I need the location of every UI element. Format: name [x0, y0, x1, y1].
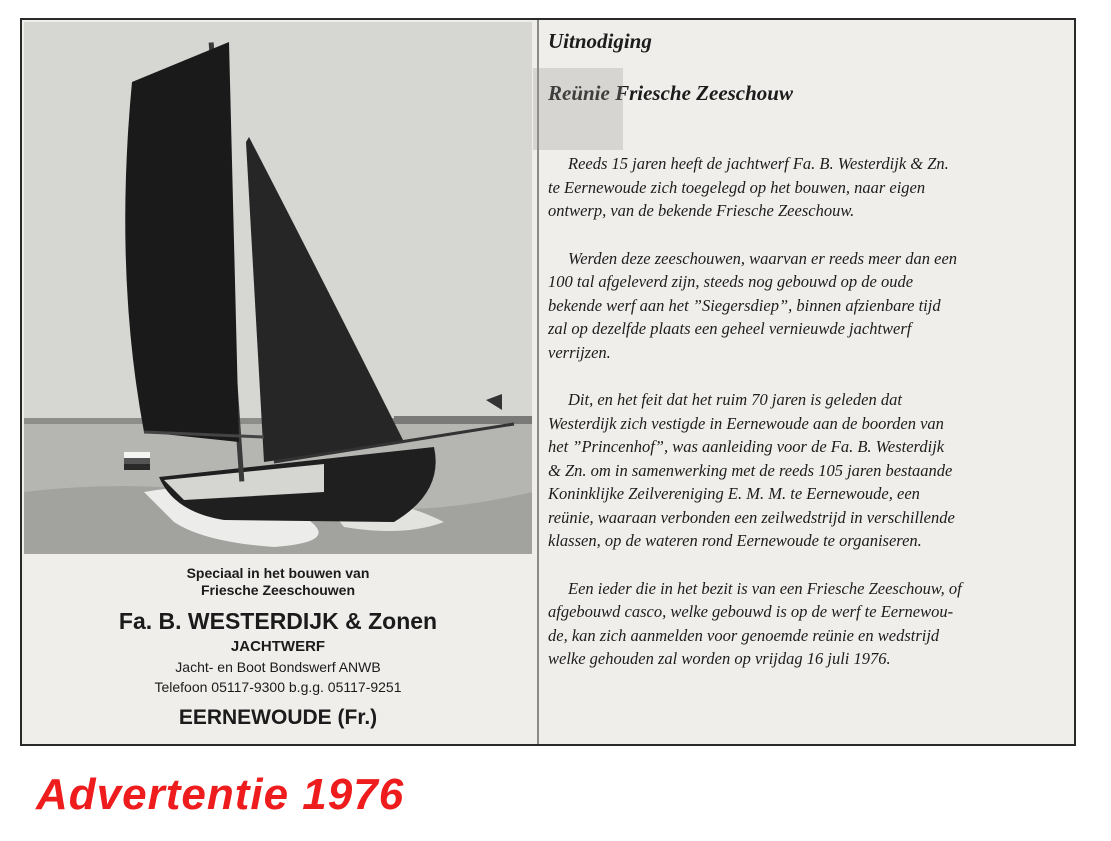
paragraph-2-line: Werden deze zeeschouwen, waarvan er reeds meer dan een — [568, 248, 958, 268]
paragraph-4-line: de, kan zich aanmelden voor genoemde reünie en wedstrijd — [548, 625, 940, 645]
company-phone: Telefoon 05117-9300 b.g.g. 05117-9251 — [154, 679, 402, 695]
paragraph-3-line: klassen, op de wateren rond Eernewoude te organiseren. — [548, 531, 922, 550]
company-town: EERNEWOUDE (Fr.) — [178, 706, 378, 729]
reunion-heading: Reünie Friesche Zeeschouw — [548, 81, 793, 105]
paragraph-2-line: 100 tal afgeleverd zijn, steeds nog gebouwd op de oude — [548, 272, 914, 291]
paragraph-2-line: bekende werf aan het ”Siegersdiep”, binnen afzienbare tijd — [548, 295, 941, 315]
specialty-line-2: Friesche Zeeschouwen — [200, 582, 356, 598]
paragraph-1-line: Reeds 15 jaren heeft de jachtwerf Fa. B. Westerdijk & Zn. — [568, 154, 949, 173]
paragraph-2 — [548, 247, 1068, 365]
paragraph-3-line: & Zn. om in samenwerking met de reeds 105 jaren bestaande — [548, 460, 953, 480]
paragraph-1 — [548, 152, 1068, 223]
specialty-line-1: Speciaal in het bouwen van — [186, 565, 370, 581]
paragraph-4 — [548, 577, 1068, 671]
company-name: Fa. B. WESTERDIJK & Zonen — [118, 608, 438, 634]
invitation-heading: Uitnodiging — [548, 29, 652, 53]
paragraph-3-line: Koninklijke Zeilvereniging E. M. M. te Eernewoude, een — [548, 484, 920, 503]
paragraph-3-line: Dit, en het feit dat het ruim 70 jaren is geleden dat — [568, 390, 902, 409]
paragraph-3-line: het ”Princenhof”, was aanleiding voor de Fa. B. Westerdijk — [548, 437, 945, 456]
sailboat-illustration — [24, 22, 532, 554]
advertisement-left-column — [22, 20, 534, 744]
invitation-column — [548, 28, 1068, 740]
advert-caption: Advertentie 1976 — [36, 770, 405, 819]
paragraph-4-line: welke gehouden zal worden op vrijdag 16 juli 1976. — [548, 649, 891, 668]
sailboat-photo — [24, 22, 532, 554]
paragraph-3-line: Westerdijk zich vestigde in Eernewoude aan de boorden van — [548, 413, 944, 433]
paragraph-4-line: Een ieder die in het bezit is van een Friesche Zeeschouw, of — [568, 578, 962, 598]
company-type: JACHTWERF — [230, 638, 326, 655]
paragraph-1-line: ontwerp, van de bekende Friesche Zeeschouw. — [548, 201, 855, 220]
paragraph-3-line: reünie, waaraan verbonden een zeilwedstrijd in verschillende — [548, 507, 955, 527]
paragraph-2-line: verrijzen. — [548, 342, 611, 362]
company-association: Jacht- en Boot Bondswerf ANWB — [175, 659, 381, 675]
grey-stamp-mark — [533, 68, 623, 150]
newspaper-clipping — [20, 18, 1076, 746]
company-block — [22, 565, 534, 731]
paragraph-4-line: afgebouwd casco, welke gebouwd is op de werf te Eernewou- — [548, 602, 954, 621]
paragraph-1-line: te Eernewoude zich toegelegd op het bouwen, naar eigen — [548, 177, 926, 197]
paragraph-3 — [548, 388, 1068, 553]
paragraph-2-line: zal op dezelfde plaats een geheel vernieuwde jachtwerf — [548, 319, 912, 338]
